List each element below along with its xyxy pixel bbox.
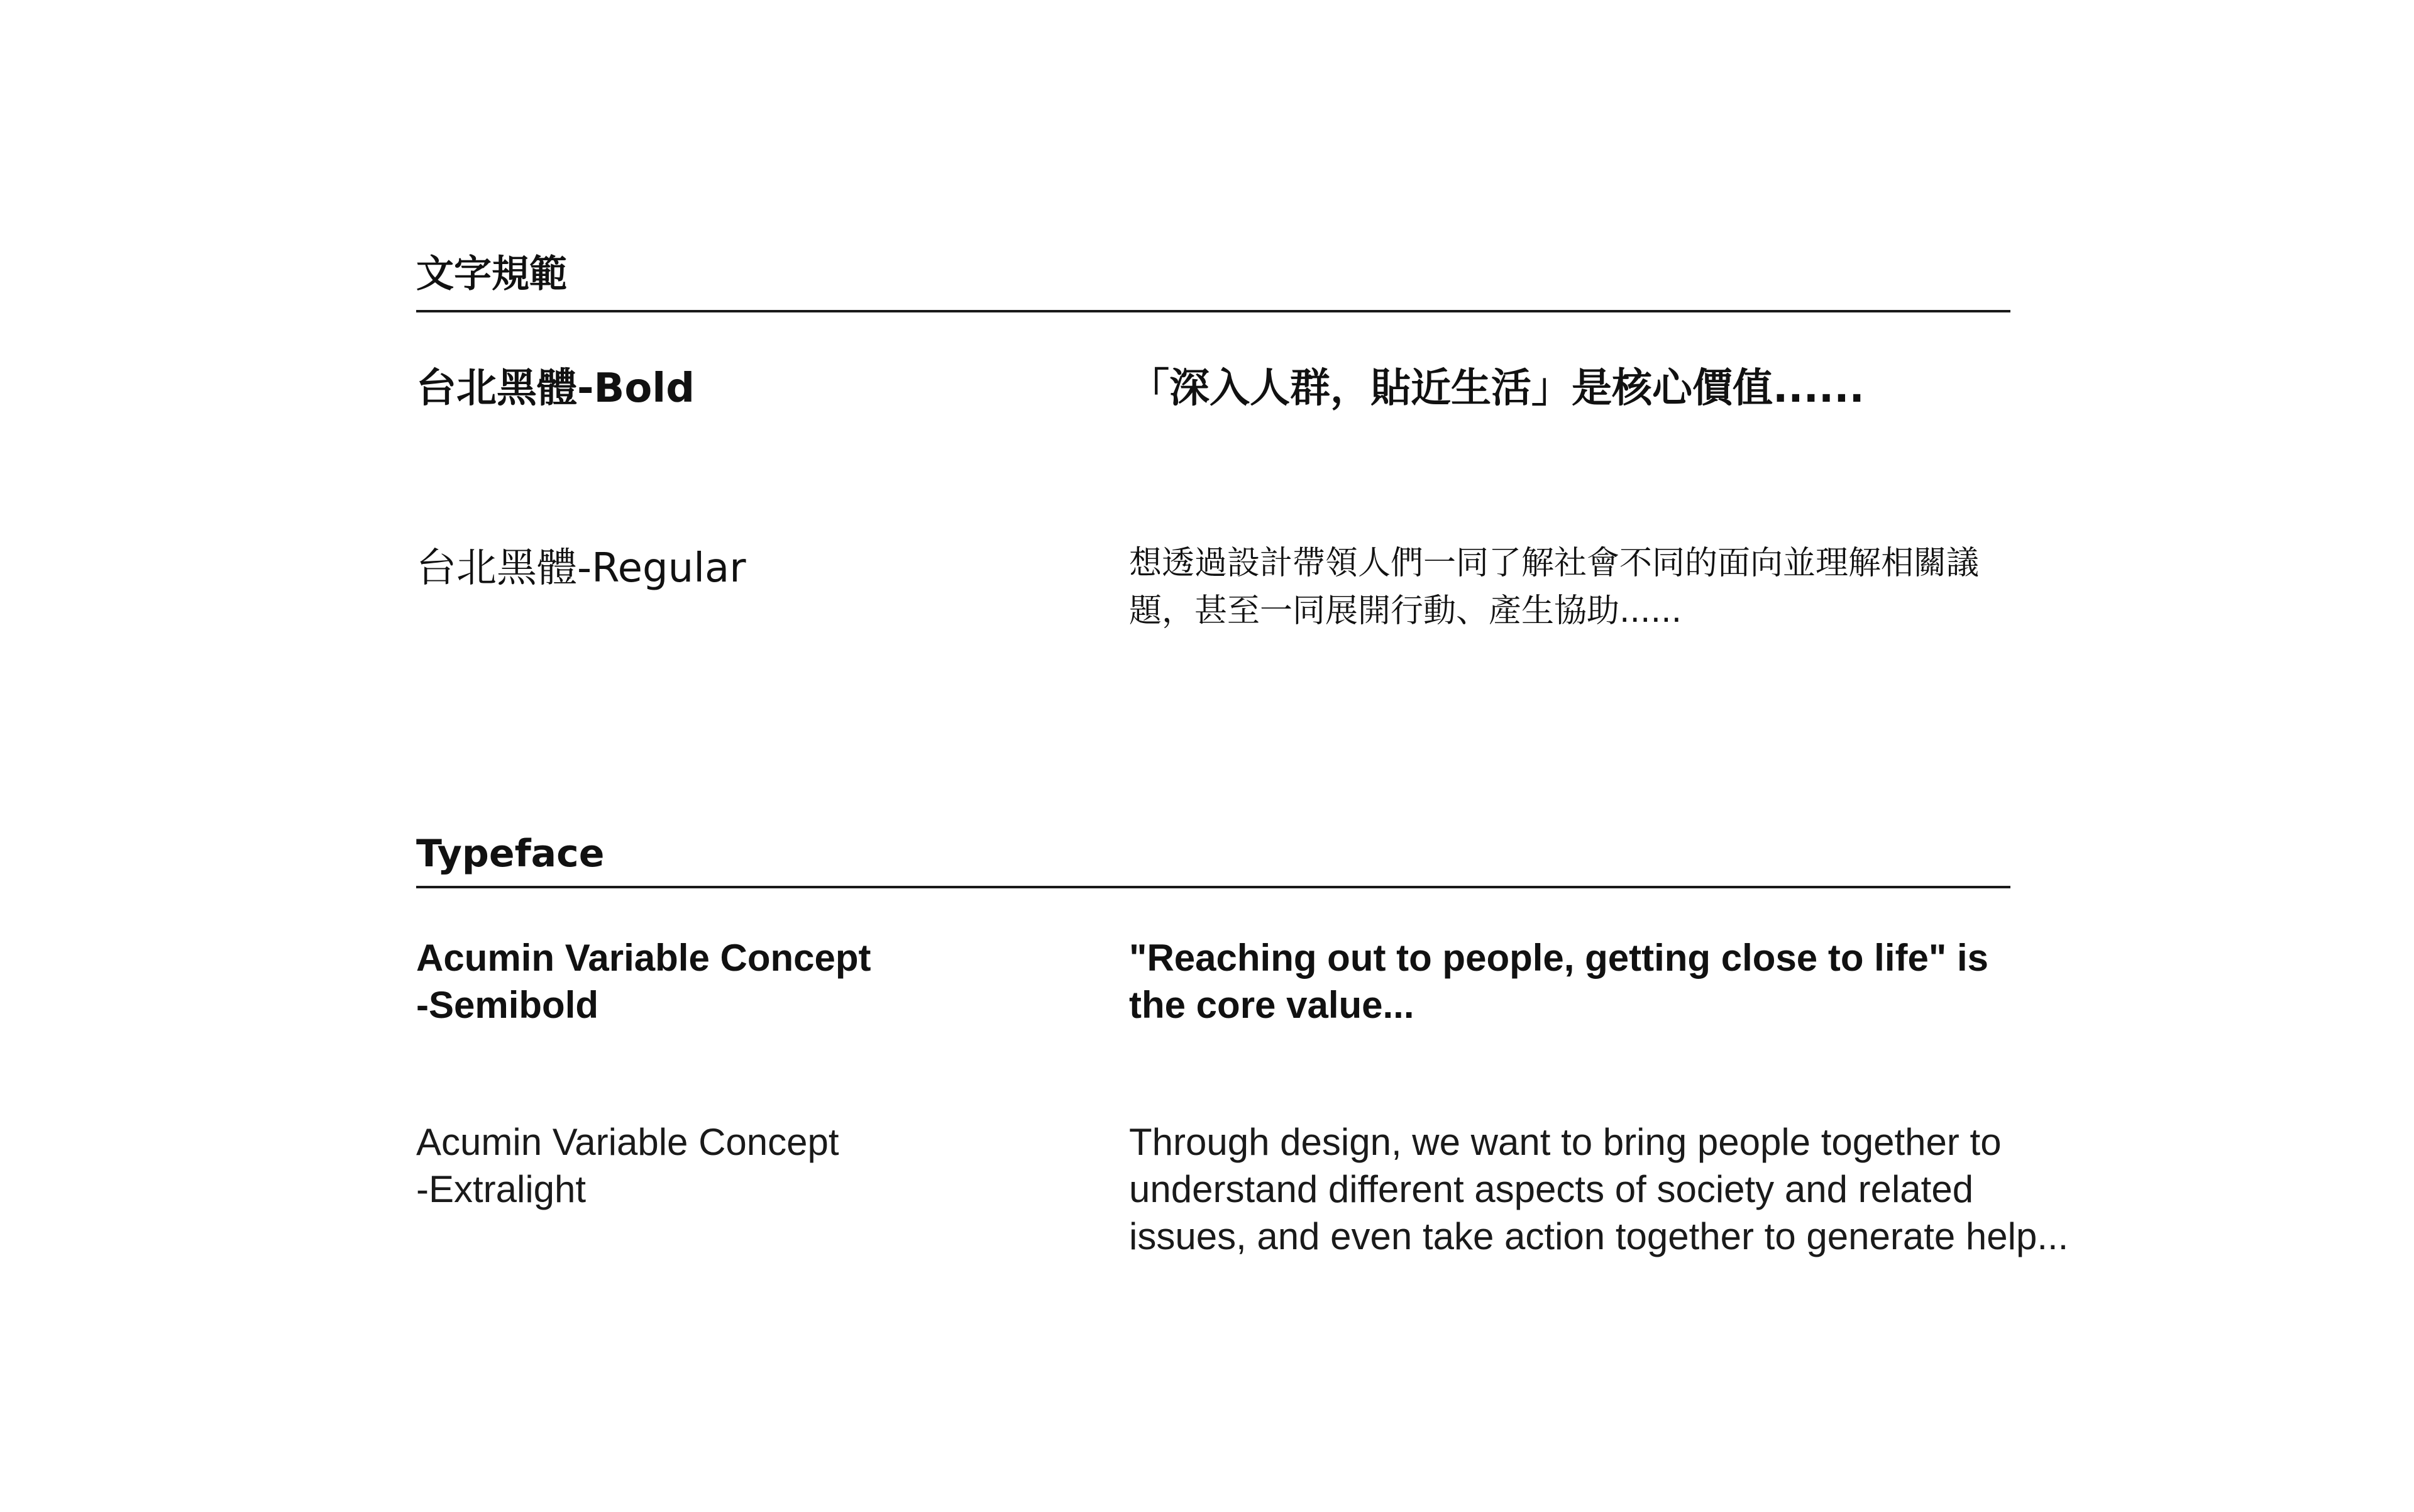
cjk-bold-font-label: 台北黑體-Bold [416,365,695,412]
latin-section-title: Typeface [416,832,605,876]
cjk-regular-sample-line: 題，甚至一同展開行動、產生協助...... [1129,592,1682,630]
extralight-font-label-line: -Extralight [416,1168,587,1210]
extralight-sample-line: issues, and even take action together to generate help... [1129,1215,2069,1257]
cjk-regular-sample-line: 想透過設計帶領人們一同了解社會不同的面向並理解相關議 [1129,544,1980,582]
semibold-font-label [416,934,871,1029]
extralight-font-label-line: Acumin Variable Concept [416,1121,839,1163]
semibold-font-label-line: -Semibold [416,984,599,1026]
extralight-sample-line: understand different aspects of society and related [1129,1168,1974,1210]
semibold-font-label-line: Acumin Variable Concept [416,937,871,979]
cjk-bold-sample-text: 「深入人群，貼近生活」是核心價值...... [1129,365,1865,412]
cjk-regular-font-label: 台北黑體-Regular [416,545,746,592]
semibold-sample-line: the core value... [1129,984,1414,1026]
extralight-font-label [416,1118,839,1213]
extralight-sample-line: Through design, we want to bring people together to [1129,1121,2002,1163]
semibold-sample-text [1129,934,1988,1029]
semibold-sample-line: "Reaching out to people, getting close to life" is [1129,937,1988,979]
latin-section-divider [416,886,2010,888]
latin-typography-section [416,0,2069,1512]
cjk-section-title: 文字規範 [416,252,567,296]
extralight-sample-text [1129,1118,2068,1260]
